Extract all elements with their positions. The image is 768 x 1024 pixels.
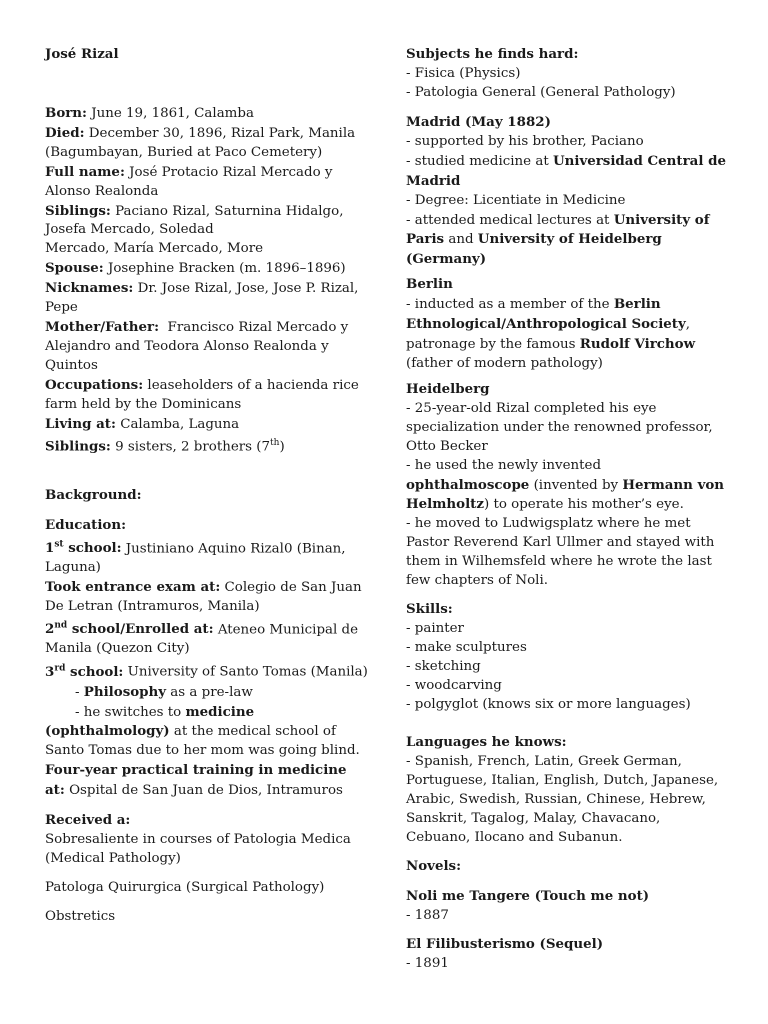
third-school-line: 3rd school: University of Santo Tomas (Manila) xyxy=(45,663,368,680)
document-title: José Rizal xyxy=(45,46,119,62)
received-item-obstetrics: Obstretics xyxy=(45,909,116,924)
received-item-medical: Sobresaliente in courses of Patologia Medica (Medical Pathology) xyxy=(45,831,351,866)
received-heading: Received a: xyxy=(45,812,131,828)
skill-item: - make sculptures xyxy=(406,639,527,655)
philosophy-line: - Philosophy as a pre-law xyxy=(75,683,253,700)
training-line: Four-year practical training in medicine at: Ospital de San Juan de Dios, Intramuros xyxy=(45,762,347,799)
education-section xyxy=(45,516,370,801)
heidelberg-item: - he used the newly invented ophthalmoscope (invented by Hermann von Helmholtz) to operate his mother’s eye. xyxy=(406,457,725,513)
heidelberg-item: - 25-year-old Rizal completed his eye specialization under the renowned professor, Otto Becker xyxy=(406,400,713,454)
parents-line: Mother/Father: Francisco Rizal Mercado y Alejandro and Teodora Alonso Realonda y Quintos xyxy=(45,318,353,373)
skill-item: - polgyglot (knows six or more languages) xyxy=(406,696,691,712)
living-line: Living at: Calamba, Laguna xyxy=(45,415,240,432)
occupations-line: Occupations: leaseholders of a hacienda rice farm held by the Dominicans xyxy=(45,376,359,412)
skill-item: - sketching xyxy=(406,658,481,674)
first-school-line: 1st school: Justiniano Aquino Rizal0 (Binan, Laguna) xyxy=(45,539,346,576)
madrid-section xyxy=(406,113,728,270)
fili-section xyxy=(406,935,728,974)
berlin-heading: Berlin xyxy=(406,276,453,292)
heidelberg-item: - he moved to Ludwigsplatz where he met Pastor Reverend Karl Ullmer and stayed with them in Wilhemsfeld where he wrote the last few chapters of Noli. xyxy=(406,516,715,589)
fullname-line: Full name: José Protacio Rizal Mercado y Alonso Realonda xyxy=(45,163,333,199)
madrid-item: - attended medical lectures at University of Paris and University of Heidelberg (Germany) xyxy=(406,211,710,268)
medicine-line: - he switches to medicine (ophthalmology) at the medical school of Santo Tomas due to her mom was going blind. xyxy=(45,703,360,759)
skill-item: - woodcarving xyxy=(406,677,502,693)
subjects-heading: Subjects he finds hard: xyxy=(406,46,579,62)
nicknames-line: Nicknames: Dr. Jose Rizal, Jose, Jose P. Rizal, Pepe xyxy=(45,280,359,316)
died-line: Died: December 30, 1896, Rizal Park, Manila (Bagumbayan, Buried at Paco Cemetery) xyxy=(45,124,356,160)
noli-year: - 1887 xyxy=(406,907,449,923)
entrance-exam-line: Took entrance exam at: Colegio de San Juan De Letran (Intramuros, Manila) xyxy=(45,579,362,615)
subjects-section xyxy=(406,45,728,103)
received-section xyxy=(45,811,370,869)
berlin-section xyxy=(406,275,728,374)
novels-heading: Novels: xyxy=(406,858,462,874)
madrid-item: - Degree: Licentiate in Medicine xyxy=(406,192,626,208)
languages-section xyxy=(406,733,728,847)
languages-heading: Languages he knows: xyxy=(406,734,567,750)
bio-section xyxy=(45,104,370,458)
skill-item: - painter xyxy=(406,620,464,636)
madrid-item: - studied medicine at Universidad Central de Madrid xyxy=(406,152,726,189)
skills-section xyxy=(406,600,728,714)
siblings-count-line: Siblings: 9 sisters, 2 brothers (7th) xyxy=(45,438,285,455)
spouse-line: Spouse: Josephine Bracken (m. 1896–1896) xyxy=(45,260,346,277)
noli-section xyxy=(406,887,728,926)
subjects-item: - Patologia General (General Pathology) xyxy=(406,84,676,100)
born-line: Born: June 19, 1861, Calamba xyxy=(45,105,254,121)
madrid-item: - supported by his brother, Paciano xyxy=(406,133,644,149)
fili-year: - 1891 xyxy=(406,955,449,971)
madrid-heading: Madrid (May 1882) xyxy=(406,114,551,130)
heidelberg-heading: Heidelberg xyxy=(406,381,490,397)
berlin-item: - inducted as a member of the Berlin Ethnological/Anthropological Society, patronage by the famous Rudolf Virchow (father of modern pathology) xyxy=(406,295,696,371)
background-heading: Background: xyxy=(45,487,142,503)
languages-list: - Spanish, French, Latin, Greek German, Portuguese, Italian, English, Dutch, Japanese, Arabic, Swedish, Russian, Chinese, Hebrew, Sanskrit, Tagalog, Malay, Chavacano, Cebuano, Ilocano and Subanun. xyxy=(406,753,719,845)
subjects-item: - Fisica (Physics) xyxy=(406,65,521,81)
fili-title: El Filibusterismo (Sequel) xyxy=(406,936,604,952)
received-item-surgical: Patologa Quirurgica (Surgical Pathology) xyxy=(45,880,325,895)
siblings-line: Siblings: Paciano Rizal, Saturnina Hidalgo, Josefa Mercado, Soledad Mercado, María Mercado, More xyxy=(45,202,344,257)
education-heading: Education: xyxy=(45,517,127,533)
skills-heading: Skills: xyxy=(406,601,453,617)
noli-title: Noli me Tangere (Touch me not) xyxy=(406,888,650,904)
second-school-line: 2nd school/Enrolled at: Ateneo Municipal de Manila (Quezon City) xyxy=(45,621,359,657)
heidelberg-section xyxy=(406,380,728,591)
